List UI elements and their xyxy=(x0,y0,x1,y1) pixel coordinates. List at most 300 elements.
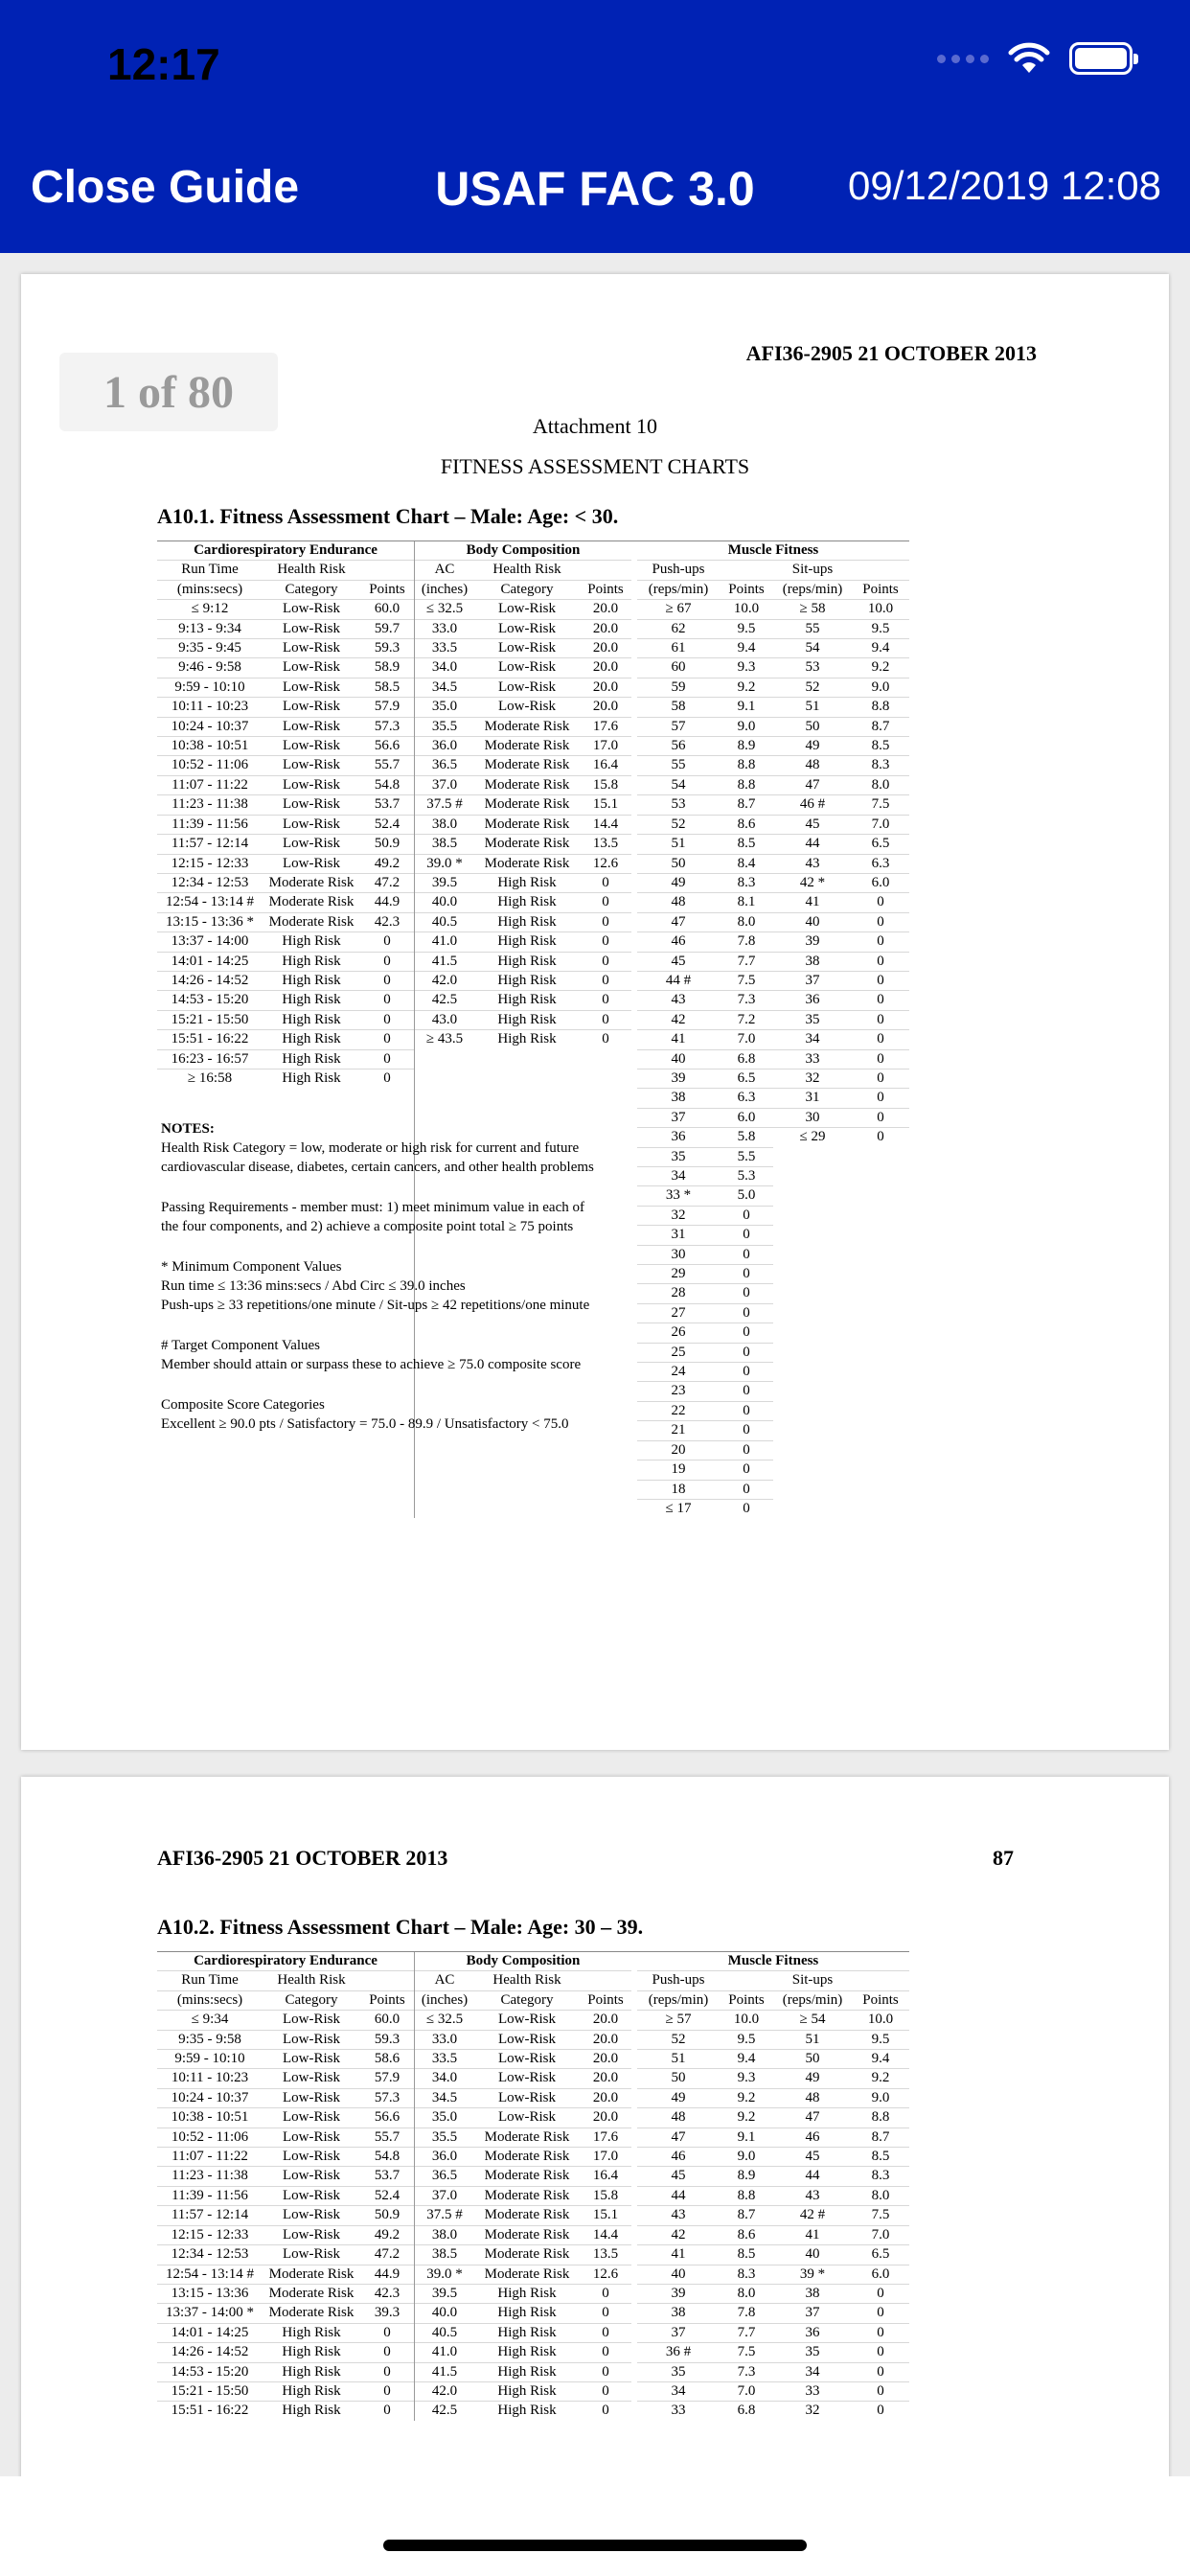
table-cell xyxy=(773,1323,852,1343)
table-cell: 36.5 xyxy=(415,2167,475,2186)
table-cell: 0 xyxy=(360,1049,415,1069)
table-cell: 5.0 xyxy=(720,1186,773,1206)
table-row xyxy=(157,1499,909,1518)
table-cell: 7.0 xyxy=(852,815,909,834)
table-cell: 9.4 xyxy=(720,639,773,658)
close-guide-button[interactable]: Close Guide xyxy=(31,162,300,213)
table-cell: 8.0 xyxy=(720,912,773,932)
table-cell: 0 xyxy=(852,2343,909,2362)
table-cell: 49 xyxy=(637,873,720,892)
table-cell: 0 xyxy=(580,912,631,932)
table-cell: 10:24 - 10:37 xyxy=(157,717,263,736)
table-row xyxy=(157,698,909,717)
table-row xyxy=(157,2245,909,2265)
table-cell: Low-Risk xyxy=(263,835,360,854)
table-cell xyxy=(852,1303,909,1322)
table-cell: 46 xyxy=(773,2128,852,2147)
table-cell: 8.7 xyxy=(720,795,773,815)
table-cell: 9.5 xyxy=(720,619,773,638)
table-cell xyxy=(773,1363,852,1382)
table-cell: 10.0 xyxy=(852,2011,909,2030)
table-cell: 36.5 xyxy=(415,756,475,775)
table-cell: 9:13 - 9:34 xyxy=(157,619,263,638)
table-cell: 37.0 xyxy=(415,775,475,794)
table-cell: 14:26 - 14:52 xyxy=(157,2343,263,2362)
table-cell: Low-Risk xyxy=(263,639,360,658)
notes-line: Composite Score Categories xyxy=(161,1397,325,1413)
group-header: Cardiorespiratory Endurance xyxy=(157,541,415,561)
column-header: (mins:secs) xyxy=(157,1990,263,2010)
table-cell: 44 xyxy=(773,2167,852,2186)
table-cell: Low-Risk xyxy=(263,2108,360,2128)
pdf-page-1 xyxy=(21,274,1169,1750)
table-cell: 21 xyxy=(637,1421,720,1440)
table-cell: Low-Risk xyxy=(263,815,360,834)
table-cell: 8.3 xyxy=(720,873,773,892)
table-cell xyxy=(360,1480,415,1499)
table-cell: High Risk xyxy=(474,991,580,1010)
table-row xyxy=(157,932,909,952)
table-cell: 8.3 xyxy=(852,756,909,775)
table-row xyxy=(157,2069,909,2088)
notes-line: Member should attain or surpass these to achieve ≥ 75.0 composite score xyxy=(161,1357,582,1372)
table-cell: Low-Risk xyxy=(474,2050,580,2069)
column-header: Points xyxy=(360,580,415,599)
table-cell: 45 xyxy=(637,952,720,971)
table-cell: 47 xyxy=(773,775,852,794)
table-cell: High Risk xyxy=(263,932,360,952)
table-cell: 15.8 xyxy=(580,2186,631,2205)
table-row xyxy=(157,2167,909,2186)
table-cell: 9.0 xyxy=(852,678,909,697)
table-cell: 33 xyxy=(637,2402,720,2421)
table-cell: 13.5 xyxy=(580,2245,631,2265)
table-cell: 0 xyxy=(720,1499,773,1518)
table-cell: 0 xyxy=(852,1128,909,1147)
group-header: Body Composition xyxy=(415,541,632,561)
table-cell: High Risk xyxy=(474,873,580,892)
table-cell: 17.6 xyxy=(580,2128,631,2147)
table-cell: Moderate Risk xyxy=(474,2167,580,2186)
table-cell: 16:23 - 16:57 xyxy=(157,1049,263,1069)
table-cell: 0 xyxy=(852,2304,909,2323)
table-cell: 40 xyxy=(637,1049,720,1069)
table-cell: 46 # xyxy=(773,795,852,815)
table-row xyxy=(157,737,909,756)
table-cell: Low-Risk xyxy=(263,756,360,775)
table-cell: 8.8 xyxy=(852,2108,909,2128)
table-row xyxy=(157,2128,909,2147)
table-cell: 53 xyxy=(773,658,852,678)
table-cell: Low-Risk xyxy=(263,600,360,619)
table-cell: 0 xyxy=(580,873,631,892)
table-cell xyxy=(474,1440,580,1460)
table-cell: 55.7 xyxy=(360,756,415,775)
table-cell: 0 xyxy=(720,1265,773,1284)
table-row xyxy=(157,600,909,619)
table-cell: 14:26 - 14:52 xyxy=(157,971,263,990)
table-cell: ≤ 32.5 xyxy=(415,600,475,619)
table-cell xyxy=(360,1460,415,1480)
table-cell: 50 xyxy=(637,2069,720,2088)
table-cell: Moderate Risk xyxy=(263,912,360,932)
table-cell: 20.0 xyxy=(580,2011,631,2030)
table-row xyxy=(157,658,909,678)
table-cell: 0 xyxy=(720,1382,773,1401)
table-row xyxy=(157,717,909,736)
table-cell: 39 xyxy=(637,2284,720,2303)
table-cell: 9.5 xyxy=(852,2030,909,2049)
table-cell: 49.2 xyxy=(360,2225,415,2244)
table-cell xyxy=(474,1089,580,1108)
table-cell: Moderate Risk xyxy=(474,717,580,736)
table-cell: 13:15 - 13:36 xyxy=(157,2284,263,2303)
chart-title-1: A10.1. Fitness Assessment Chart – Male: Age: < 30. xyxy=(157,504,619,528)
table-cell: 9:46 - 9:58 xyxy=(157,658,263,678)
table-cell: 37 xyxy=(773,2304,852,2323)
table-cell: 12:54 - 13:14 # xyxy=(157,2265,263,2284)
table-cell: 8.8 xyxy=(720,756,773,775)
table-cell: 11:39 - 11:56 xyxy=(157,2186,263,2205)
table-row xyxy=(157,2381,909,2401)
table-cell: 40 xyxy=(773,912,852,932)
table-cell: 42.0 xyxy=(415,971,475,990)
table-cell: 8.9 xyxy=(720,737,773,756)
table-cell: 0 xyxy=(580,2343,631,2362)
table-cell: Moderate Risk xyxy=(474,737,580,756)
table-cell: 14:01 - 14:25 xyxy=(157,952,263,971)
table-cell xyxy=(157,1499,263,1518)
table-row xyxy=(157,795,909,815)
table-cell: 53 xyxy=(637,795,720,815)
table-cell: 42.3 xyxy=(360,2284,415,2303)
table-cell: 0 xyxy=(360,1030,415,1049)
column-header: Health Risk xyxy=(474,1971,580,1990)
table-cell: 8.0 xyxy=(720,2284,773,2303)
table-cell: Low-Risk xyxy=(263,775,360,794)
table-cell: 49 xyxy=(637,2088,720,2107)
cellular-signal-icon xyxy=(937,55,989,63)
table-cell: 60 xyxy=(637,658,720,678)
column-header xyxy=(580,1971,631,1990)
table-cell: 0 xyxy=(360,2343,415,2362)
table-cell xyxy=(852,1226,909,1245)
table-cell: 34 xyxy=(773,2362,852,2381)
table-cell: 14.4 xyxy=(580,2225,631,2244)
table-cell: 0 xyxy=(580,2304,631,2323)
column-header: (reps/min) xyxy=(773,580,852,599)
table-cell: 61 xyxy=(637,639,720,658)
table-cell: ≤ 32.5 xyxy=(415,2011,475,2030)
table-cell: 38 xyxy=(773,2284,852,2303)
table-cell: 37.5 # xyxy=(415,795,475,815)
table-cell xyxy=(474,1069,580,1088)
table-cell xyxy=(852,1363,909,1382)
table-cell xyxy=(852,1265,909,1284)
table-cell: High Risk xyxy=(474,2362,580,2381)
table-cell: 20 xyxy=(637,1440,720,1460)
column-header: (mins:secs) xyxy=(157,580,263,599)
table-cell: 8.6 xyxy=(720,815,773,834)
table-row xyxy=(157,1480,909,1499)
table-cell: 15:21 - 15:50 xyxy=(157,2381,263,2401)
table-cell: 31 xyxy=(637,1226,720,1245)
table-cell: 35 xyxy=(637,2362,720,2381)
table-cell: 35.0 xyxy=(415,698,475,717)
column-header: Push-ups xyxy=(637,1971,720,1990)
table-cell: 57.3 xyxy=(360,717,415,736)
table-cell xyxy=(852,1245,909,1264)
table-cell xyxy=(415,1049,475,1069)
table-cell: 0 xyxy=(852,971,909,990)
table-cell: 0 xyxy=(360,2381,415,2401)
table-cell: 0 xyxy=(360,932,415,952)
table-row xyxy=(157,2206,909,2225)
table-cell: 20.0 xyxy=(580,658,631,678)
table-cell: 48 xyxy=(773,2088,852,2107)
table-cell: Low-Risk xyxy=(263,2225,360,2244)
column-header xyxy=(360,1971,415,1990)
table-cell: 47.2 xyxy=(360,2245,415,2265)
table-cell: 43 xyxy=(773,2186,852,2205)
table-cell: High Risk xyxy=(263,2323,360,2342)
table-cell xyxy=(852,1460,909,1480)
table-cell: 0 xyxy=(360,2402,415,2421)
table-cell: 51 xyxy=(637,2050,720,2069)
table-cell: 0 xyxy=(852,1049,909,1069)
table-cell: 12.6 xyxy=(580,854,631,873)
table-cell: 0 xyxy=(852,1069,909,1088)
table-cell: Low-Risk xyxy=(474,2011,580,2030)
table-cell: 11:39 - 11:56 xyxy=(157,815,263,834)
table-cell xyxy=(773,1421,852,1440)
nav-bar xyxy=(0,0,1190,253)
table-cell xyxy=(852,1401,909,1420)
table-cell: 12.6 xyxy=(580,2265,631,2284)
table-cell: 9.2 xyxy=(720,2088,773,2107)
table-cell: 0 xyxy=(852,952,909,971)
table-cell: 58.6 xyxy=(360,2050,415,2069)
table-cell xyxy=(852,1206,909,1225)
table-cell: 0 xyxy=(360,952,415,971)
table-cell: Moderate Risk xyxy=(474,795,580,815)
table-cell: High Risk xyxy=(474,2323,580,2342)
table-cell: 35 xyxy=(773,2343,852,2362)
table-cell: 9:35 - 9:58 xyxy=(157,2030,263,2049)
column-header: Points xyxy=(852,580,909,599)
table-cell: High Risk xyxy=(263,971,360,990)
table-cell: Low-Risk xyxy=(263,2206,360,2225)
table-cell: 0 xyxy=(360,991,415,1010)
table-cell: 54.8 xyxy=(360,775,415,794)
table-cell: Low-Risk xyxy=(263,2030,360,2049)
table-cell xyxy=(852,1440,909,1460)
table-cell: 9.4 xyxy=(852,639,909,658)
table-row xyxy=(157,639,909,658)
column-header-row xyxy=(157,580,909,599)
table-cell: 0 xyxy=(360,971,415,990)
table-row xyxy=(157,2304,909,2323)
table-cell: 8.1 xyxy=(720,893,773,912)
table-cell: 59.3 xyxy=(360,639,415,658)
table-row xyxy=(157,2323,909,2342)
table-cell: Low-Risk xyxy=(474,2108,580,2128)
column-header: Category xyxy=(263,580,360,599)
table-cell: 19 xyxy=(637,1460,720,1480)
table-cell: 20.0 xyxy=(580,2050,631,2069)
table-cell: 8.5 xyxy=(852,2148,909,2167)
table-cell: 12:34 - 12:53 xyxy=(157,873,263,892)
table-cell: 0 xyxy=(720,1460,773,1480)
table-cell: 10.0 xyxy=(852,600,909,619)
table-cell: 50.9 xyxy=(360,2206,415,2225)
pdf-viewer[interactable] xyxy=(0,253,1190,2476)
table-cell: 6.3 xyxy=(720,1089,773,1108)
table-cell xyxy=(852,1147,909,1166)
table-cell: 6.3 xyxy=(852,854,909,873)
table-cell: 0 xyxy=(580,893,631,912)
table-row xyxy=(157,2011,909,2030)
table-cell: 34.0 xyxy=(415,2069,475,2088)
table-cell: 8.5 xyxy=(852,737,909,756)
doc-header-2: AFI36-2905 21 OCTOBER 2013 xyxy=(157,1846,448,1870)
table-row xyxy=(157,854,909,873)
table-cell: 7.5 xyxy=(852,795,909,815)
table-cell xyxy=(263,1089,360,1108)
table-cell: 6.5 xyxy=(720,1069,773,1088)
table-cell: 32 xyxy=(637,1206,720,1225)
table-cell: 58.5 xyxy=(360,678,415,697)
table-cell xyxy=(773,1382,852,1401)
table-cell xyxy=(773,1284,852,1303)
table-cell: ≥ 54 xyxy=(773,2011,852,2030)
table-cell: 0 xyxy=(720,1245,773,1264)
table-cell xyxy=(263,1499,360,1518)
nav-date: 09/12/2019 12:08 xyxy=(848,163,1161,208)
table-cell: 15:51 - 16:22 xyxy=(157,1030,263,1049)
table-cell: 6.0 xyxy=(852,2265,909,2284)
column-header-row xyxy=(157,1990,909,2010)
nav-title: USAF FAC 3.0 xyxy=(435,162,755,216)
table-cell: Low-Risk xyxy=(263,737,360,756)
table-cell xyxy=(263,1480,360,1499)
table-cell: 13:37 - 14:00 * xyxy=(157,2304,263,2323)
table-cell: Low-Risk xyxy=(474,658,580,678)
table-cell xyxy=(852,1382,909,1401)
pdf-page-2 xyxy=(21,1777,1169,2476)
table-cell: Low-Risk xyxy=(263,795,360,815)
table-cell: 10:52 - 11:06 xyxy=(157,2128,263,2147)
table-cell xyxy=(415,1480,475,1499)
table-cell xyxy=(360,1499,415,1518)
page-indicator: 1 of 80 xyxy=(59,353,278,431)
table-cell: 37.5 # xyxy=(415,2206,475,2225)
table-cell: 0 xyxy=(852,2402,909,2421)
table-row xyxy=(157,1089,909,1108)
status-time: 12:17 xyxy=(107,39,220,89)
column-header: (inches) xyxy=(415,1990,475,2010)
column-header: Health Risk xyxy=(263,561,360,580)
table-cell: 41.5 xyxy=(415,2362,475,2381)
table-cell: 9.0 xyxy=(852,2088,909,2107)
table-cell: 38 xyxy=(637,2304,720,2323)
table-cell: 36 xyxy=(773,2323,852,2342)
table-cell: Low-Risk xyxy=(263,2186,360,2205)
table-cell: Moderate Risk xyxy=(263,2304,360,2323)
table-cell: 0 xyxy=(720,1284,773,1303)
table-cell: 9:59 - 10:10 xyxy=(157,2050,263,2069)
table-cell: 16.4 xyxy=(580,756,631,775)
column-header: Health Risk xyxy=(263,1971,360,1990)
table-cell: 0 xyxy=(852,1010,909,1029)
table-cell: 10.0 xyxy=(720,2011,773,2030)
table-cell: Moderate Risk xyxy=(474,854,580,873)
table-cell: 57.9 xyxy=(360,698,415,717)
column-header: (reps/min) xyxy=(637,580,720,599)
table-cell: Low-Risk xyxy=(263,2128,360,2147)
table-cell: 12:15 - 12:33 xyxy=(157,2225,263,2244)
table-cell xyxy=(773,1206,852,1225)
table-cell: 8.4 xyxy=(720,854,773,873)
notes-line: the four components, and 2) achieve a composite point total ≥ 75 points xyxy=(161,1219,574,1234)
table-cell: 42 * xyxy=(773,873,852,892)
table-cell xyxy=(773,1226,852,1245)
table-cell: 46 xyxy=(637,932,720,952)
table-cell: 8.5 xyxy=(720,835,773,854)
table-cell: 7.3 xyxy=(720,2362,773,2381)
table-row xyxy=(157,1010,909,1029)
column-header: Category xyxy=(474,580,580,599)
table-cell: 11:07 - 11:22 xyxy=(157,775,263,794)
table-cell: 7.2 xyxy=(720,1010,773,1029)
table-cell: 0 xyxy=(852,932,909,952)
table-cell: High Risk xyxy=(263,2343,360,2362)
table-cell: 34 xyxy=(637,2381,720,2401)
table-cell: Moderate Risk xyxy=(474,835,580,854)
table-cell: 33 xyxy=(773,1049,852,1069)
table-row xyxy=(157,2108,909,2128)
table-cell: ≥ 57 xyxy=(637,2011,720,2030)
table-cell: 42.5 xyxy=(415,2402,475,2421)
table-cell: 0 xyxy=(580,2381,631,2401)
table-cell: 40.0 xyxy=(415,893,475,912)
table-cell xyxy=(852,1186,909,1206)
table-cell: 52.4 xyxy=(360,2186,415,2205)
table-cell: 13:37 - 14:00 xyxy=(157,932,263,952)
table-cell: 0 xyxy=(852,2284,909,2303)
table-row xyxy=(157,619,909,638)
table-row xyxy=(157,835,909,854)
table-cell: 47 xyxy=(637,2128,720,2147)
table-cell: 9:59 - 10:10 xyxy=(157,678,263,697)
column-header: AC xyxy=(415,1971,475,1990)
table-cell: Low-Risk xyxy=(474,639,580,658)
table-cell: 48 xyxy=(773,756,852,775)
notes-spacer xyxy=(161,1374,594,1395)
column-header: Points xyxy=(580,580,631,599)
table-row xyxy=(157,2265,909,2284)
table-cell: 28 xyxy=(637,1284,720,1303)
table-cell: 0 xyxy=(852,991,909,1010)
notes-line: cardiovascular disease, diabetes, certain cancers, and other health problems xyxy=(161,1160,594,1175)
column-header-row xyxy=(157,1971,909,1990)
table-row xyxy=(157,1049,909,1069)
table-cell: High Risk xyxy=(474,1030,580,1049)
home-indicator[interactable] xyxy=(383,2540,807,2551)
table-cell: 0 xyxy=(852,1089,909,1108)
table-cell: 42 xyxy=(637,2225,720,2244)
table-cell: 42.0 xyxy=(415,2381,475,2401)
